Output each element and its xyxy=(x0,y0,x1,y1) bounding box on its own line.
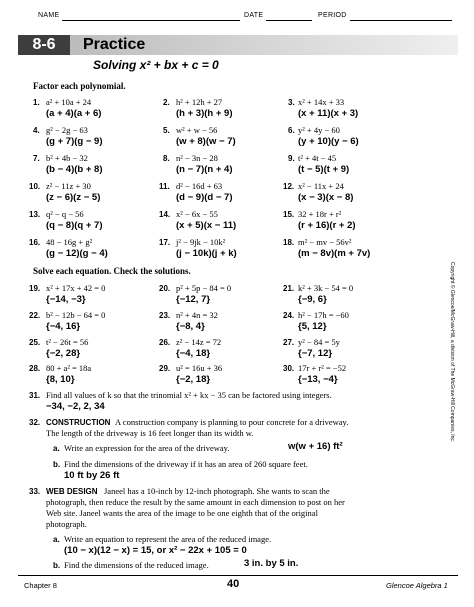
problem-answer: (x − 3)(x − 8) xyxy=(298,192,354,203)
problem-number: 10. xyxy=(29,182,41,191)
problem-question: b² + 4b − 32 xyxy=(46,153,88,163)
part-question: Find the dimensions of the driveway if it has an area of 260 square feet. xyxy=(64,459,308,469)
problem-question: 48 − 16g + g² xyxy=(46,237,93,247)
problem-text: Janeel has a 10-inch by 12-inch photograph. She wants to scan the xyxy=(104,486,330,496)
problem-answer: (j − 10k)(j + k) xyxy=(176,248,237,259)
problem-number: 29. xyxy=(159,364,171,373)
problem-question: n² + 4n = 32 xyxy=(176,310,218,320)
problem-number: 25. xyxy=(29,338,41,347)
footer-book: Glencoe Algebra 1 xyxy=(386,581,448,590)
problem-number: 19. xyxy=(29,284,41,293)
problem-label: WEB DESIGN xyxy=(46,487,98,496)
problem-question: y² + 4y − 60 xyxy=(298,125,340,135)
problem-number: 12. xyxy=(283,182,295,191)
problem-question: 32 + 18r + r² xyxy=(298,209,342,219)
problem-text: photograph, then reduce the result by the same amount in each dimension to post on her xyxy=(46,497,345,507)
part-answer: 10 ft by 26 ft xyxy=(64,470,120,481)
problem-question: u² = 16u + 36 xyxy=(176,363,223,373)
problem-answer: {−7, 12} xyxy=(298,348,333,359)
problem-number: 28. xyxy=(29,364,41,373)
part-answer: w(w + 16) ft² xyxy=(288,441,343,452)
problem-answer: (h + 3)(h + 9) xyxy=(176,108,233,119)
problem-answer: {−4, 16} xyxy=(46,321,81,332)
problem-number: 9. xyxy=(288,154,295,163)
problem-question: w² + w − 56 xyxy=(176,125,218,135)
problem-question: 17r + r² = −52 xyxy=(298,363,347,373)
copyright-notice: Copyright © Glencoe/McGraw-Hill, a division of The McGraw-Hill Companies, Inc. xyxy=(449,262,455,443)
problem-answer: {−12, 7} xyxy=(176,294,211,305)
problem-question: d² − 16d + 63 xyxy=(176,181,223,191)
problem-question: 80 + a² = 18a xyxy=(46,363,92,373)
problem-question: x² + 14x + 33 xyxy=(298,97,345,107)
problem-answer: (b − 4)(b + 8) xyxy=(46,164,103,175)
problem-number: 3. xyxy=(288,98,295,107)
problem-number: 11. xyxy=(159,182,170,191)
problem-number: 2. xyxy=(163,98,170,107)
problem-answer: (t − 5)(t + 9) xyxy=(298,164,350,175)
problem-number: 33. xyxy=(29,487,41,496)
problem-question: j² − 9jk − 10k² xyxy=(176,237,226,247)
problem-question: h² − 17h = −60 xyxy=(298,310,349,320)
problem-text: photograph. xyxy=(46,519,87,529)
problem-question: a² + 10a + 24 xyxy=(46,97,92,107)
problem-answer: −34, −2, 2, 34 xyxy=(46,401,105,412)
problem-answer: {−2, 18} xyxy=(176,374,211,385)
part-question: Write an expression for the area of the driveway. xyxy=(64,443,230,453)
problem-question: n² − 3n − 28 xyxy=(176,153,218,163)
footer-chapter: Chapter 8 xyxy=(24,581,57,590)
part-question: Write an equation to represent the area of the reduced image. xyxy=(64,534,272,544)
problem-question: x² − 6x − 55 xyxy=(176,209,218,219)
section2-instruction: Solve each equation. Check the solutions. xyxy=(33,266,191,276)
problem-answer: {−13, −4} xyxy=(298,374,338,385)
name-line xyxy=(62,20,240,21)
problem-question: m² − mv − 56v² xyxy=(298,237,352,247)
section1-instruction: Factor each polynomial. xyxy=(33,81,126,91)
problem-label: CONSTRUCTION xyxy=(46,418,111,427)
part-question: Find the dimensions of the reduced image. xyxy=(64,560,209,570)
period-line xyxy=(350,20,452,21)
problem-question: x² + 17x + 42 = 0 xyxy=(46,283,106,293)
part-label: a. xyxy=(53,444,60,453)
problem-question: b² − 12b − 64 = 0 xyxy=(46,310,106,320)
problem-number: 30. xyxy=(283,364,295,373)
problem-question: z² − 11z + 30 xyxy=(46,181,91,191)
problem-number: 26. xyxy=(159,338,171,347)
problem-text: A construction company is planning to pour concrete for a driveway. xyxy=(115,417,349,427)
problem-question: g² − 2g − 63 xyxy=(46,125,88,135)
lesson-number: 8-6 xyxy=(18,35,70,55)
problem-answer: (r + 16)(r + 2) xyxy=(298,220,356,231)
problem-number: 7. xyxy=(33,154,40,163)
problem-answer: {−4, 18} xyxy=(176,348,211,359)
problem-number: 16. xyxy=(29,238,41,247)
problem-text: Web site. Janeel wants the area of the image to be one eighth that of the original xyxy=(46,508,318,518)
problem-question: h² + 12h + 27 xyxy=(176,97,223,107)
problem-answer: {8, 10} xyxy=(46,374,75,385)
problem-answer: (y + 10)(y − 6) xyxy=(298,136,359,147)
problem-number: 17. xyxy=(159,238,171,247)
lesson-title: Practice xyxy=(83,36,146,53)
problem-answer: (g − 12)(g − 4) xyxy=(46,248,108,259)
problem-number: 24. xyxy=(283,311,295,320)
problem-number: 1. xyxy=(33,98,40,107)
part-answer: 3 in. by 5 in. xyxy=(244,558,299,569)
problem-question: p² + 5p − 84 = 0 xyxy=(176,283,232,293)
problem-answer: (n − 7)(n + 4) xyxy=(176,164,233,175)
problem-number: 8. xyxy=(163,154,170,163)
problem-number: 13. xyxy=(29,210,41,219)
problem-question: t² + 4t − 45 xyxy=(298,153,337,163)
lesson-subtitle: Solving x² + bx + c = 0 xyxy=(93,58,219,72)
problem-question: z² − 14z = 72 xyxy=(176,337,222,347)
part-label: b. xyxy=(53,561,61,570)
problem-number: 15. xyxy=(283,210,295,219)
page-number: 40 xyxy=(227,578,240,590)
problem-question: x² − 11x + 24 xyxy=(298,181,344,191)
period-label: PERIOD xyxy=(318,12,347,19)
problem-number: 21. xyxy=(283,284,295,293)
date-line xyxy=(266,20,312,21)
name-label: NAME xyxy=(38,12,60,19)
problem-number: 14. xyxy=(159,210,171,219)
problem-answer: (a + 4)(a + 6) xyxy=(46,108,102,119)
problem-answer: (m − 8v)(m + 7v) xyxy=(298,248,371,259)
problem-answer: {−14, −3} xyxy=(46,294,86,305)
problem-question: k² + 3k − 54 = 0 xyxy=(298,283,354,293)
footer-divider xyxy=(18,575,458,576)
problem-answer: {5, 12} xyxy=(298,321,327,332)
problem-number: 23. xyxy=(159,311,171,320)
problem-answer: (g + 7)(g − 9) xyxy=(46,136,103,147)
problem-text: The length of the driveway is 16 feet longer than its width w. xyxy=(46,428,254,438)
problem-question: t² − 26t = 56 xyxy=(46,337,89,347)
problem-answer: {−9, 6} xyxy=(298,294,327,305)
problem-number: 31. xyxy=(29,391,41,400)
problem-question: Find all values of k so that the trinomial x² + kx − 35 can be factored using integers. xyxy=(46,390,332,400)
problem-number: 18. xyxy=(283,238,295,247)
problem-number: 27. xyxy=(283,338,295,347)
problem-answer: (q − 8)(q + 7) xyxy=(46,220,103,231)
problem-answer: (w + 8)(w − 7) xyxy=(176,136,236,147)
problem-answer: {−2, 28} xyxy=(46,348,81,359)
problem-answer: (z − 6)(z − 5) xyxy=(46,192,101,203)
problem-number: 6. xyxy=(288,126,295,135)
part-answer: (10 − x)(12 − x) = 15, or x² − 22x + 105 = 0 xyxy=(64,545,247,556)
problem-answer: (x + 11)(x + 3) xyxy=(298,108,359,119)
date-label: DATE xyxy=(244,12,264,19)
problem-answer: (x + 5)(x − 11) xyxy=(176,220,237,231)
problem-question: y² − 84 = 5y xyxy=(298,337,340,347)
problem-number: 20. xyxy=(159,284,171,293)
problem-question: q² − q − 56 xyxy=(46,209,84,219)
part-label: a. xyxy=(53,535,60,544)
problem-number: 5. xyxy=(163,126,170,135)
part-label: b. xyxy=(53,460,61,469)
problem-number: 22. xyxy=(29,311,41,320)
problem-number: 32. xyxy=(29,418,41,427)
problem-number: 4. xyxy=(33,126,40,135)
problem-answer: {−8, 4} xyxy=(176,321,205,332)
problem-answer: (d − 9)(d − 7) xyxy=(176,192,233,203)
